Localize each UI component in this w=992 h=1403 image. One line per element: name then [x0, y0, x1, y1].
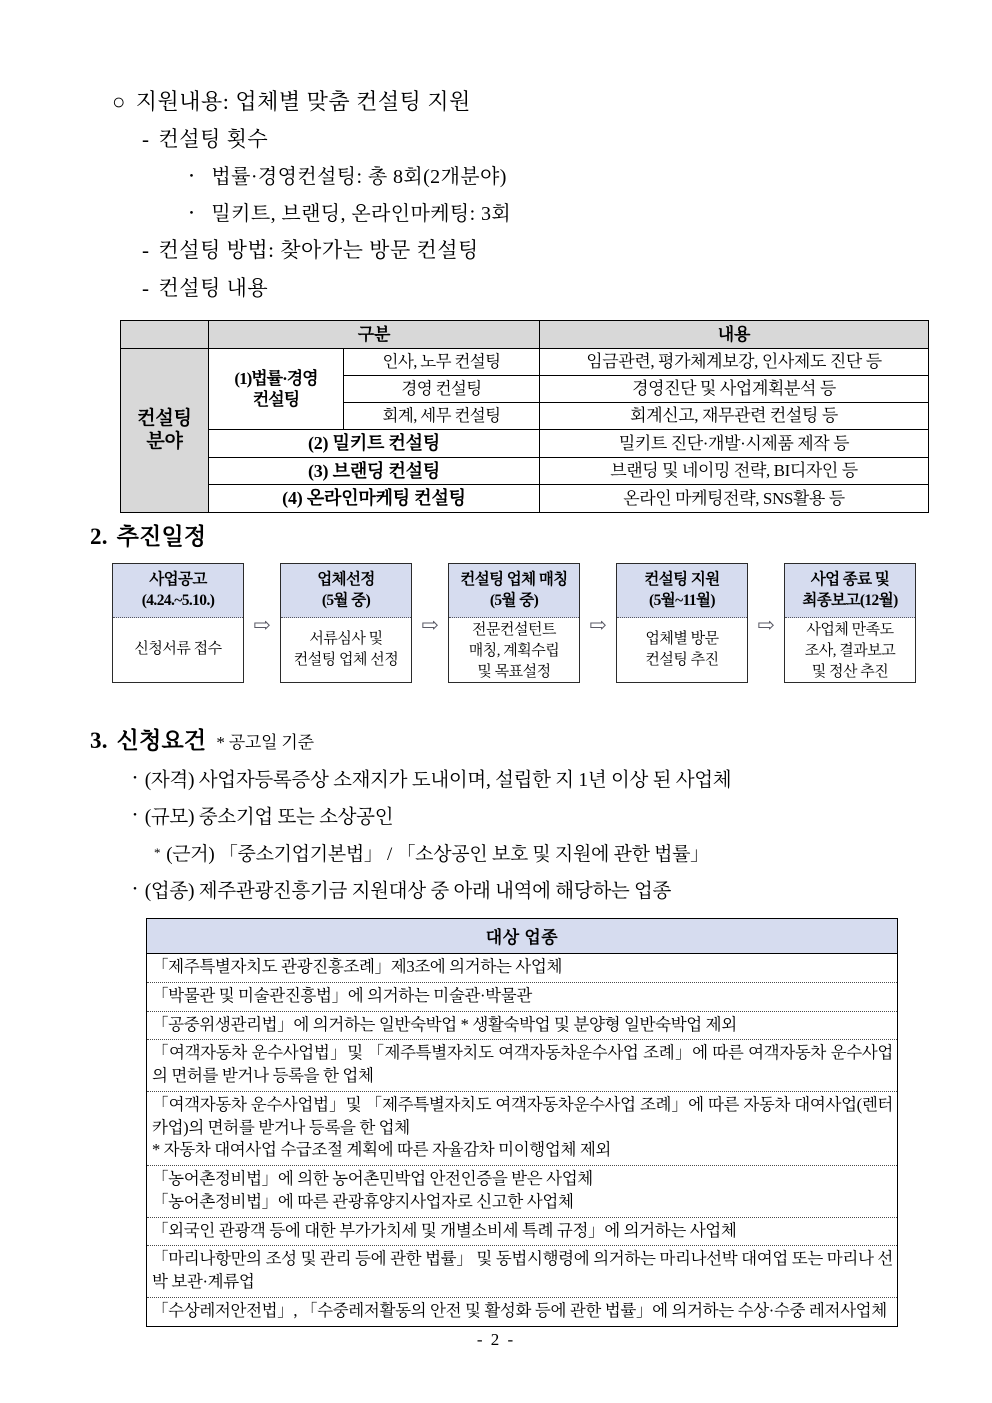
table1-desc-cell: 회계신고, 재무관련 컨설팅 등 [540, 403, 929, 430]
flow-step-2-body-line1: 서류심사 및 [309, 630, 383, 647]
flow-step-5-body-line2: 조사, 결과보고 [804, 643, 896, 660]
flow-step-4-body-line2: 컨설팅 추진 [645, 651, 719, 668]
table-row [147, 1040, 897, 1092]
consulting-method-text: 컨설팅 방법: 찾아가는 방문 컨설팅 [158, 238, 479, 263]
table-row [147, 1298, 897, 1326]
table1-sub-cell: 회계, 세무 컨설팅 [344, 403, 540, 430]
support-content-block [112, 82, 872, 308]
flow-step-3-title: 컨설팅 업체 매칭 [460, 571, 568, 588]
side-label-line1: 컨설팅 [137, 407, 192, 429]
arrow-right-icon: ⇨ [421, 612, 439, 637]
circle-bullet-icon: ○ [112, 89, 126, 114]
flow-step-3-header [449, 564, 579, 618]
industry-row-text: 「여객자동차 운수사업법」및 「제주특별자치도 여객자동차운수사업 조례」에 따른 자동차 대여사업(렌터카업)의 면허를 받거나 등록을 한 업체 [152, 1094, 893, 1137]
consulting-count-text: 컨설팅 횟수 [158, 127, 269, 152]
table1-header-gubun: 구분 [209, 321, 540, 349]
page-number-footer: - 2 - [476, 1330, 516, 1349]
section-3-title: 신청요건 [116, 728, 207, 753]
consulting-count-item-legal-text: 법률·경영컨설팅: 총 8회(2개분야) [211, 165, 507, 188]
flow-step-1-period: (4.24.~5.10.) [141, 592, 215, 610]
industry-row-text: 「외국인 관광객 등에 대한 부가가치세 및 개별소비세 특례 규정」에 의거하는 사업체 [152, 1220, 737, 1240]
section-3-note: * 공고일 기준 [216, 733, 314, 752]
table1-wide-cell: (3) 브랜딩 컨설팅 [209, 457, 540, 485]
table1-side-label [121, 349, 209, 513]
industry-row-text: 「마리나항만의 조성 및 관리 등에 관한 법률」 및 동법시행령에 의거하는 마리나선박 대여업 또는 마리나 선박 보관·계류업 [152, 1249, 893, 1292]
flow-step-4-body-line1: 업체별 방문 [645, 630, 719, 647]
consulting-count-item-other-text: 밀키트, 브랜딩, 온라인마케팅: 3회 [211, 202, 512, 225]
support-heading-line [112, 82, 872, 121]
requirement-qualification-text: (자격) 사업자등록증상 소재지가 도내이며, 설립한 지 1년 이상 된 사업체 [144, 770, 732, 791]
flow-step-1-body-line1: 신청서류 접수 [134, 641, 222, 658]
table-row [147, 1012, 897, 1041]
dot-bullet-icon: ・ [128, 809, 142, 825]
arrow-right-icon: ⇨ [757, 612, 775, 637]
dot-bullet-icon: ・ [128, 883, 142, 899]
group1-label-line2: 컨설팅 [252, 390, 300, 409]
consulting-count-item-legal [112, 159, 872, 196]
flow-step-1 [112, 563, 244, 683]
table1-wide-cell: (2) 밀키트 컨설팅 [209, 430, 540, 458]
flow-step-4 [616, 563, 748, 683]
flow-step-2-title: 업체선정 [317, 571, 375, 588]
support-heading-text: 지원내용: 업체별 맞춤 컨설팅 지원 [135, 89, 471, 114]
dot-bullet-icon: ・ [128, 772, 142, 787]
consulting-content-text: 컨설팅 내용 [158, 275, 269, 300]
side-label-line2: 분야 [146, 431, 183, 453]
industry-row-note: 「농어촌정비법」에 따른 관광휴양지사업자로 신고한 사업체 [152, 1191, 574, 1211]
table-row [121, 349, 929, 376]
flow-step-5-period: 최종보고(12월) [802, 592, 898, 610]
table1-sub-cell: 인사, 노무 컨설팅 [344, 349, 540, 376]
dash-bullet-icon: - [142, 127, 150, 152]
industry-row-text: 「여객자동차 운수사업법」및 「제주특별자치도 여객자동차운수사업 조례」에 따른 여객자동차 운수사업의 면허를 받거나 등록을 한 업체 [152, 1043, 893, 1086]
table-row [121, 430, 929, 458]
table-row [121, 457, 929, 485]
table1-desc-cell: 온라인 마케팅전략, SNS활용 등 [540, 485, 929, 513]
section-2-number: 2. [90, 524, 108, 549]
flow-step-5-body-line3: 및 정산 추진 [811, 664, 889, 681]
consulting-fields-table-wrap [120, 320, 928, 513]
industry-row-note: * 자동차 대여사업 수급조절 계획에 따른 자율감차 미이행업체 제외 [152, 1140, 612, 1160]
flow-step-2-body-line2: 컨설팅 업체 선정 [293, 651, 399, 668]
flow-step-5-body-line1: 사업체 만족도 [806, 621, 894, 638]
consulting-count-line [112, 121, 872, 159]
requirement-scale [128, 799, 928, 836]
table1-wide-cell: (4) 온라인마케팅 컨설팅 [209, 485, 540, 513]
flow-step-4-header [617, 564, 747, 618]
target-industry-table-header: 대상 업종 [147, 919, 897, 954]
industry-row-text: 「공중위생관리법」에 의거하는 일반숙박업 * 생활숙박업 및 분양형 일반숙박업 제외 [152, 1014, 737, 1034]
table-header-row [121, 321, 929, 349]
flow-step-4-body [617, 618, 747, 682]
table-row [147, 1246, 897, 1298]
industry-row-text: 「박물관 및 미술관진흥법」에 의거하는 미술관·박물관 [152, 985, 532, 1005]
section-3-heading [90, 722, 314, 755]
table1-header-naeyong: 내용 [540, 321, 929, 349]
flow-step-3-body-line3: 및 목표설정 [477, 664, 551, 681]
table1-desc-cell: 임금관련, 평가체계보강, 인사제도 진단 등 [540, 349, 929, 376]
industry-row-text: 「수상레저안전법」, 「수중레저활동의 안전 및 활성화 등에 관한 법률」에 의거하는 수상·수중 레저사업체 [152, 1300, 887, 1320]
flow-step-2-header [281, 564, 411, 618]
table-row [147, 1092, 897, 1166]
table1-desc-cell: 브랜딩 및 네이밍 전략, BI디자인 등 [540, 457, 929, 485]
dash-bullet-icon: - [142, 238, 150, 263]
flow-step-4-period: (5월~11월) [649, 592, 715, 610]
flow-step-5 [784, 563, 916, 683]
table1-desc-cell: 밀키트 진단·개발·시제품 제작 등 [540, 430, 929, 458]
target-industry-table [146, 918, 898, 1327]
consulting-count-item-other [112, 196, 872, 233]
table1-group1-label [209, 349, 344, 430]
requirement-industry [128, 873, 928, 910]
flow-step-5-header [785, 564, 915, 618]
requirements-block [128, 762, 928, 911]
consulting-method-line [112, 232, 872, 270]
flow-step-1-title: 사업공고 [149, 571, 207, 588]
flow-step-5-title: 사업 종료 및 [810, 571, 890, 588]
requirement-legal-basis-text: (근거) 「중소기업기본법」 / 「소상공인 보호 및 지원에 관한 법률」 [166, 843, 709, 865]
flow-step-1-body [113, 618, 243, 682]
dot-bullet-icon: ・ [184, 168, 200, 185]
table1-corner-cell [121, 321, 209, 349]
industry-row-text: 「농어촌정비법」에 의한 농어촌민박업 안전인증을 받은 사업체 [152, 1169, 593, 1189]
flow-step-4-title: 컨설팅 지원 [644, 571, 720, 588]
consulting-content-line [112, 270, 872, 308]
group1-label-line1: (1)법률·경영 [234, 368, 318, 388]
flow-step-5-body [785, 618, 915, 686]
schedule-flowchart [112, 563, 916, 683]
requirement-scale-text: (규모) 중소기업 또는 소상공인 [144, 807, 394, 829]
asterisk-bullet-icon: * [154, 844, 161, 860]
flow-step-3-body-line1: 전문컨설턴트 [472, 621, 556, 638]
arrow-right-icon: ⇨ [589, 612, 607, 637]
section-2-heading [90, 518, 206, 551]
table-row [121, 485, 929, 513]
flow-step-3-body [449, 618, 579, 686]
requirement-industry-text: (업종) 제주관광진흥기금 지원대상 중 아래 내역에 해당하는 업종 [144, 881, 672, 903]
table1-desc-cell: 경영진단 및 사업계획분석 등 [540, 376, 929, 403]
section-2-title: 추진일정 [116, 524, 207, 549]
industry-row-text: 「제주특별자치도 관광진흥조례」제3조에 의거하는 사업체 [152, 957, 563, 976]
table-row [147, 954, 897, 983]
flow-step-3 [448, 563, 580, 683]
flow-step-3-period: (5월 중) [489, 592, 539, 610]
consulting-fields-table [120, 320, 929, 513]
flow-step-2-body [281, 618, 411, 682]
table-row [147, 1166, 897, 1218]
requirement-legal-basis [128, 837, 928, 873]
flow-step-3-body-line2: 매칭, 계획수립 [468, 643, 560, 660]
table-row [147, 1218, 897, 1247]
flow-step-2-period: (5월 중) [321, 592, 371, 610]
table-row [147, 983, 897, 1012]
dot-bullet-icon: ・ [184, 205, 200, 222]
dash-bullet-icon: - [142, 275, 150, 300]
flow-step-2 [280, 563, 412, 683]
table1-sub-cell: 경영 컨설팅 [344, 376, 540, 403]
section-3-number: 3. [90, 728, 108, 753]
requirement-qualification [128, 762, 928, 799]
arrow-right-icon: ⇨ [253, 612, 271, 637]
flow-step-1-header [113, 564, 243, 618]
